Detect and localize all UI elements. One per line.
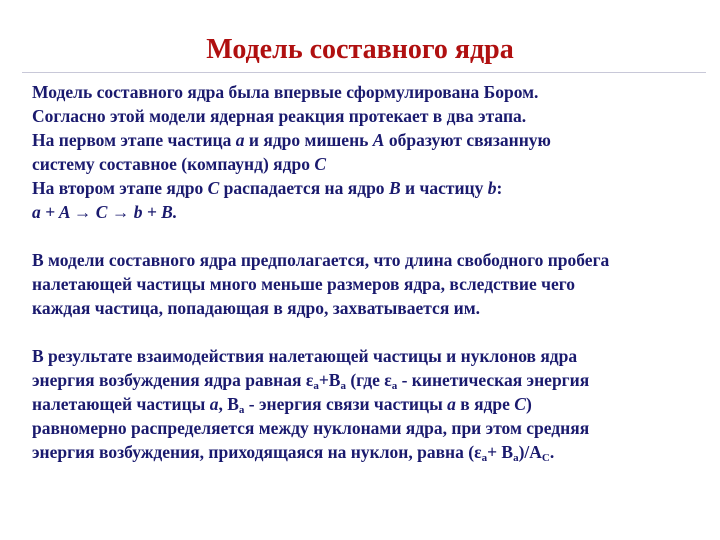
text-span: На втором этапе ядро — [32, 178, 208, 198]
text-span: распадается на ядро — [219, 178, 389, 198]
nucleus-symbol: В — [388, 178, 401, 198]
text-span: и частицу — [400, 178, 488, 198]
text-line: В результате взаимодействия налетающей частицы и нуклонов ядра — [32, 346, 578, 366]
text-span: : — [496, 178, 503, 198]
text-span: энергия возбуждения ядра равная ε — [32, 370, 314, 390]
text-span: образуют связанную — [384, 130, 551, 150]
text-span: в ядре — [455, 394, 515, 414]
page-title: Модель составного ядра — [206, 34, 514, 65]
text-line — [32, 176, 702, 200]
text-line: налетающей частицы много меньше размеров ядра, вследствие чего — [32, 274, 575, 294]
title-divider — [22, 72, 706, 73]
text-span: . — [549, 442, 555, 462]
paragraph-bohr-model — [32, 80, 702, 224]
nucleus-symbol: С — [514, 394, 526, 414]
subscript: C — [541, 452, 550, 464]
particle-symbol: a — [235, 130, 245, 150]
text-line — [32, 392, 702, 416]
nucleus-symbol: С — [207, 178, 220, 198]
paragraph-spacer — [32, 224, 702, 248]
subscript: a — [513, 452, 519, 464]
paragraph-spacer — [32, 320, 702, 344]
text-span: На первом этапе частица — [32, 130, 236, 150]
subscript: a — [340, 380, 346, 392]
text-span: ) — [525, 394, 532, 414]
subscript: a — [238, 404, 245, 416]
formula-text: a + A → C → b + B. — [32, 202, 178, 222]
reaction-formula — [32, 200, 702, 224]
text-line: равномерно распределяется между нуклонами ядра, при этом средняя — [32, 418, 590, 438]
text-line: В модели составного ядра предполагается, что длина свободного пробега — [32, 250, 610, 270]
text-span: + В — [487, 442, 514, 462]
text-span: энергия возбуждения, приходящаяся на нуклон, равна (ε — [32, 442, 482, 462]
nucleus-symbol: С — [314, 154, 327, 174]
text-span: систему составное (компаунд) ядро — [32, 154, 315, 174]
nucleus-symbol: А — [372, 130, 385, 150]
text-line — [32, 128, 702, 152]
subscript: a — [391, 380, 398, 392]
text-span: )/А — [518, 442, 542, 462]
subscript: a — [313, 380, 319, 392]
text-span: - кинетическая энергия — [397, 370, 590, 390]
paragraph-excitation-energy — [32, 344, 702, 464]
text-span: (где ε — [345, 370, 392, 390]
text-line: Согласно этой модели ядерная реакция протекает в два этапа. — [32, 106, 527, 126]
text-span: , В — [218, 394, 239, 414]
text-line — [32, 152, 702, 176]
text-span: налетающей частицы — [32, 394, 210, 414]
paragraph-mean-free-path — [32, 248, 702, 320]
text-line: каждая частица, попадающая в ядро, захватывается им. — [32, 298, 481, 318]
subscript: a — [481, 452, 488, 464]
slide-body — [32, 80, 702, 464]
text-span: +В — [318, 370, 341, 390]
particle-symbol: b — [487, 178, 497, 198]
text-line — [32, 440, 702, 464]
text-line: Модель составного ядра была впервые сформулирована Бором. — [32, 82, 539, 102]
text-span: - энергия связи частицы — [244, 394, 448, 414]
particle-symbol: а — [209, 394, 219, 414]
text-line — [32, 368, 702, 392]
particle-symbol: a — [447, 394, 456, 414]
text-span: и ядро мишень — [244, 130, 373, 150]
